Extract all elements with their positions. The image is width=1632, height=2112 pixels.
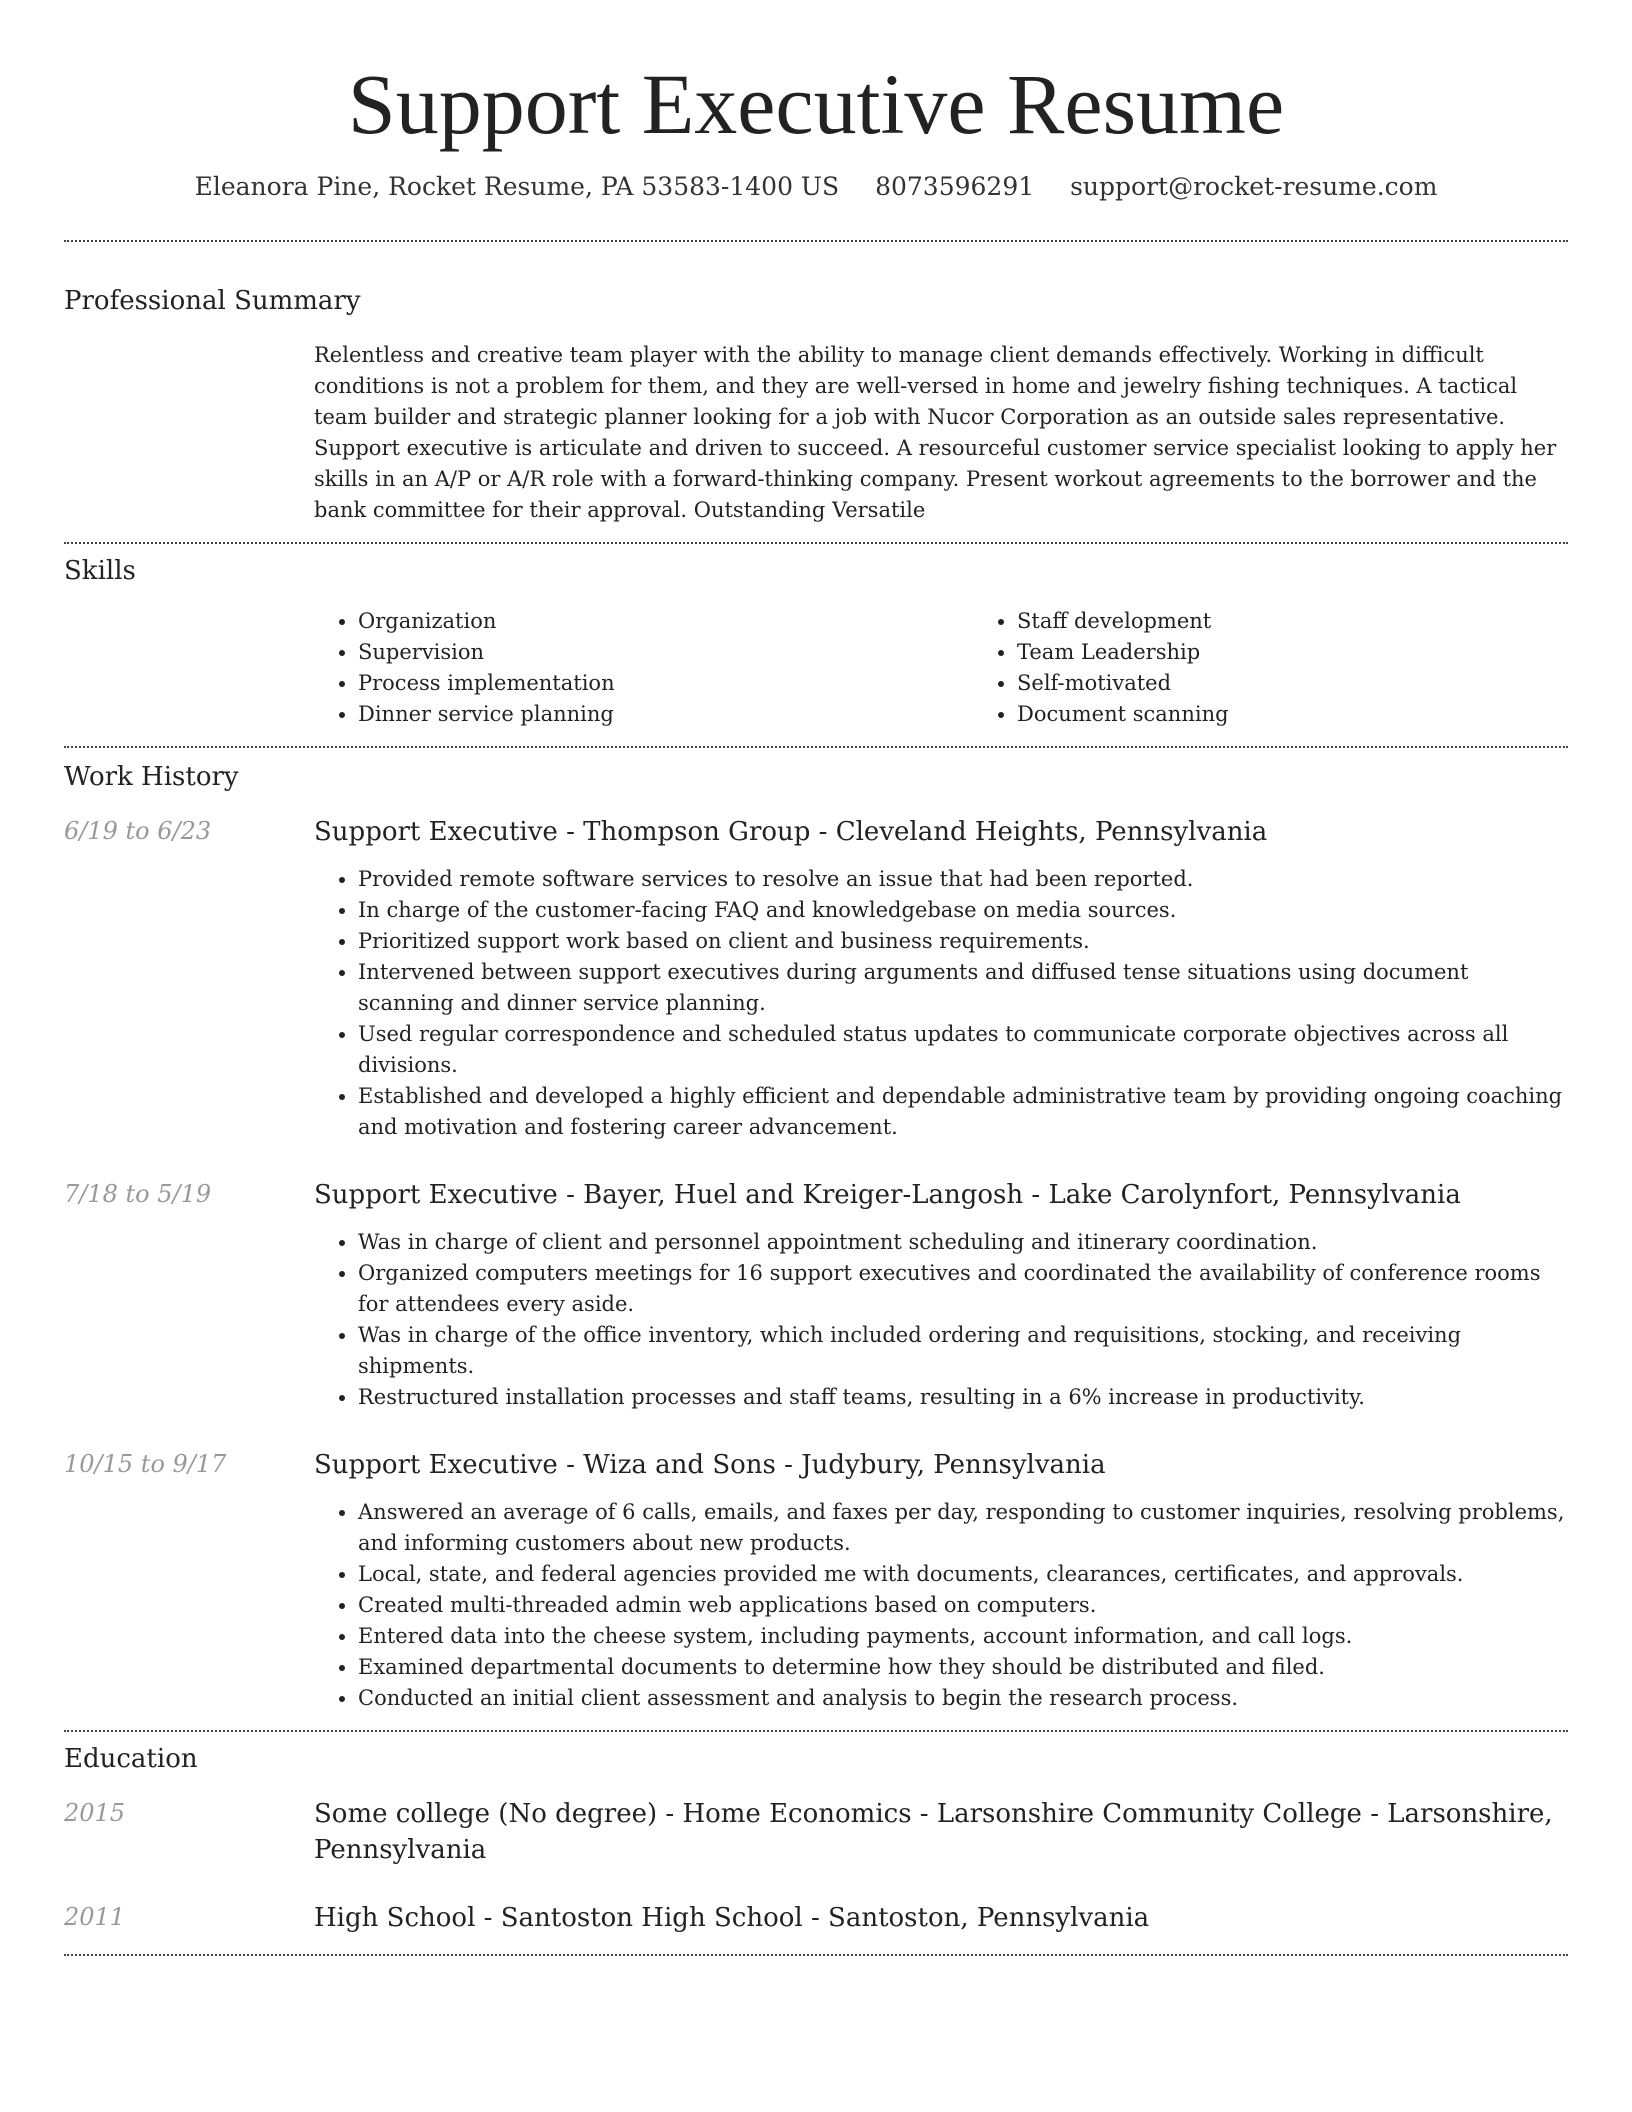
skill-item: • Staff development [1017, 606, 1632, 637]
work-section [64, 760, 1568, 1714]
job-bullet: • Local, state, and federal agencies provided me with documents, clearances, certificates, and approvals. [358, 1559, 1568, 1590]
job-bullet: • Intervened between support executives during arguments and diffused tense situations using document scanning and dinner service planning. [358, 957, 1568, 1019]
skill-item: • Process implementation [358, 668, 973, 699]
resume-header [0, 0, 1632, 204]
education-heading: Education [64, 1744, 198, 1774]
job-bullet: • Used regular correspondence and scheduled status updates to communicate corporate objectives across all divisions. [358, 1019, 1568, 1081]
summary-text: Relentless and creative team player with the ability to manage client demands effectively. Working in difficult conditions is not a problem for them, and they are well-versed in home and jewelry fishing techniques. A tactical team builder and strategic planner looking for a job with Nucor Corporation as an outside sales representative. Support executive is articulate and driven to succeed. A resourceful customer service specialist looking to apply her skills in an A/P or A/R role with a forward-thinking company. Present workout agreements to the borrower and the bank committee for their approval. Outstanding Versatile [314, 343, 1557, 522]
skill-item: • Supervision [358, 637, 973, 668]
job-dates: 10/15 to 9/17 [64, 1450, 227, 1478]
job-title: Support Executive - Thompson Group - Cleveland Heights, Pennsylvania [314, 817, 1268, 847]
summary-section [64, 284, 1568, 526]
skill-item: • Document scanning [1017, 699, 1632, 730]
skill-item: • Organization [358, 606, 973, 637]
job-bullet: • Conducted an initial client assessment and analysis to begin the research process. [358, 1683, 1568, 1714]
education-entry [64, 1900, 1568, 1936]
divider [64, 240, 1568, 242]
contact-address: Eleanora Pine, Rocket Resume, PA 53583-1400 US [194, 172, 840, 201]
divider [64, 746, 1568, 748]
job-bullets [314, 1497, 1568, 1714]
job-bullet: • Was in charge of the office inventory, which included ordering and requisitions, stocking, and receiving shipments. [358, 1320, 1568, 1382]
job-bullet: • In charge of the customer-facing FAQ and knowledgebase on media sources. [358, 895, 1568, 926]
skills-heading: Skills [64, 556, 136, 586]
job-entry [64, 1447, 1568, 1714]
summary-heading: Professional Summary [64, 286, 361, 316]
job-bullet: • Entered data into the cheese system, including payments, account information, and call logs. [358, 1621, 1568, 1652]
divider [64, 1954, 1568, 1956]
skills-section [64, 554, 1568, 730]
skills-list-2 [973, 606, 1632, 730]
work-heading: Work History [64, 762, 239, 792]
job-title: Support Executive - Wiza and Sons - Judybury, Pennsylvania [314, 1450, 1106, 1480]
education-text: High School - Santoston High School - Santoston, Pennsylvania [314, 1903, 1150, 1933]
education-entry [64, 1796, 1568, 1868]
job-bullets [314, 1227, 1568, 1413]
education-year: 2015 [64, 1799, 126, 1827]
contact-phone: 8073596291 [875, 172, 1035, 201]
job-bullet: • Established and developed a highly efficient and dependable administrative team by providing ongoing coaching and motivation and fostering career advancement. [358, 1081, 1568, 1143]
skills-list-1 [314, 606, 973, 730]
job-dates: 7/18 to 5/19 [64, 1180, 212, 1208]
education-section [64, 1742, 1568, 1936]
skill-item: • Self-motivated [1017, 668, 1632, 699]
skill-item: • Dinner service planning [358, 699, 973, 730]
divider [64, 542, 1568, 544]
job-bullet: • Was in charge of client and personnel appointment scheduling and itinerary coordination. [358, 1227, 1568, 1258]
skill-item: • Team Leadership [1017, 637, 1632, 668]
divider [64, 1730, 1568, 1732]
job-entry [64, 1177, 1568, 1413]
contact-line [0, 170, 1632, 204]
job-entry [64, 814, 1568, 1143]
contact-email: support@rocket-resume.com [1070, 172, 1438, 201]
resume-title: Support Executive Resume [347, 56, 1285, 152]
job-dates: 6/19 to 6/23 [64, 817, 212, 845]
job-bullet: • Answered an average of 6 calls, emails, and faxes per day, responding to customer inquiries, resolving problems, and informing customers about new products. [358, 1497, 1568, 1559]
job-bullet: • Examined departmental documents to determine how they should be distributed and filed. [358, 1652, 1568, 1683]
job-bullet: • Restructured installation processes and staff teams, resulting in a 6% increase in productivity. [358, 1382, 1568, 1413]
job-bullet: • Created multi-threaded admin web applications based on computers. [358, 1590, 1568, 1621]
job-bullet: • Organized computers meetings for 16 support executives and coordinated the availability of conference rooms for attendees every aside. [358, 1258, 1568, 1320]
job-bullet: • Provided remote software services to resolve an issue that had been reported. [358, 864, 1568, 895]
education-year: 2011 [64, 1903, 126, 1931]
education-text: Some college (No degree) - Home Economics - Larsonshire Community College - Larsonshire, Pennsylvania [314, 1799, 1553, 1865]
job-title: Support Executive - Bayer, Huel and Kreiger-Langosh - Lake Carolynfort, Pennsylvania [314, 1180, 1461, 1210]
job-bullet: • Prioritized support work based on client and business requirements. [358, 926, 1568, 957]
job-bullets [314, 864, 1568, 1143]
